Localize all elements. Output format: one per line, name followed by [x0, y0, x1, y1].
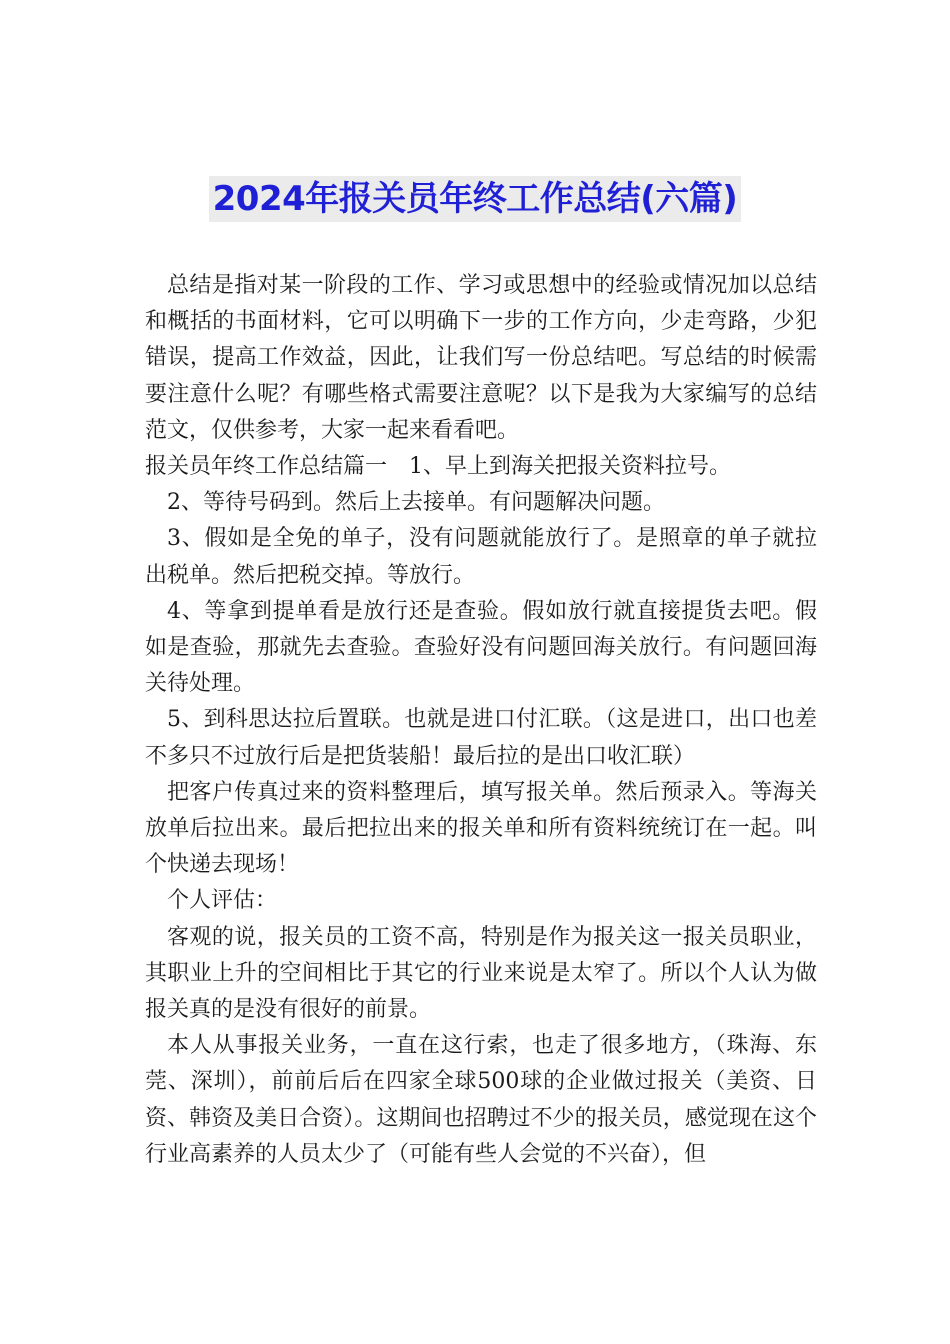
step-3-paragraph: 3、假如是全免的单子，没有问题就能放行了。是照章的单子就拉出税单。然后把税交掉。等放行。 — [145, 526, 817, 588]
section-heading-paragraph: 报关员年终工作总结篇一 1、早上到海关把报关资料拉号。 — [145, 454, 731, 480]
step-4-paragraph: 4、等拿到提单看是放行还是查验。假如放行就直接提货去吧。假如是查验，那就先去查验。查验好没有问题回海关放行。有问题回海关待处理。 — [145, 598, 817, 697]
step-2-paragraph: 2、等待号码到。然后上去接单。有问题解决问题。 — [167, 490, 665, 516]
intro-paragraph: 总结是指对某一阶段的工作、学习或思想中的经验或情况加以总结和概括的书面材料，它可以明确下一步的工作方向，少走弯路，少犯错误，提高工作效益，因此，让我们写一份总结吧。写总结的时候需要注意什么呢？有哪些格式需要注意呢？以下是我为大家编写的总结范文，仅供参考，大家一起来看看吧。 — [145, 273, 817, 443]
title-container — [0, 176, 950, 222]
personal-evaluation-heading: 个人评估： — [167, 888, 278, 914]
document-title: 2024年报关员年终工作总结(六篇) — [209, 176, 742, 222]
experience-paragraph: 本人从事报关业务，一直在这行索，也走了很多地方，（珠海、东莞、深圳），前前后后在四家全球500球的企业做过报关（美资、日资、韩资及美日合资）。这期间也招聘过不少的报关员，感觉现在这个行业高素养的人员太少了（可能有些人会觉的不兴奋），但 — [145, 1033, 817, 1167]
fax-process-paragraph: 把客户传真过来的资料整理后，填写报关单。然后预录入。等海关放单后拉出来。最后把拉出来的报关单和所有资料统统订在一起。叫个快递去现场！ — [145, 779, 817, 878]
evaluation-paragraph: 客观的说，报关员的工资不高，特别是作为报关这一报关员职业，其职业上升的空间相比于其它的行业来说是太窄了。所以个人认为做报关真的是没有很好的前景。 — [145, 924, 817, 1023]
step-5-paragraph: 5、到科思达拉后置联。也就是进口付汇联。（这是进口，出口也差不多只不过放行后是把货装船！最后拉的是出口收汇联） — [145, 707, 817, 769]
document-body — [145, 268, 817, 1173]
